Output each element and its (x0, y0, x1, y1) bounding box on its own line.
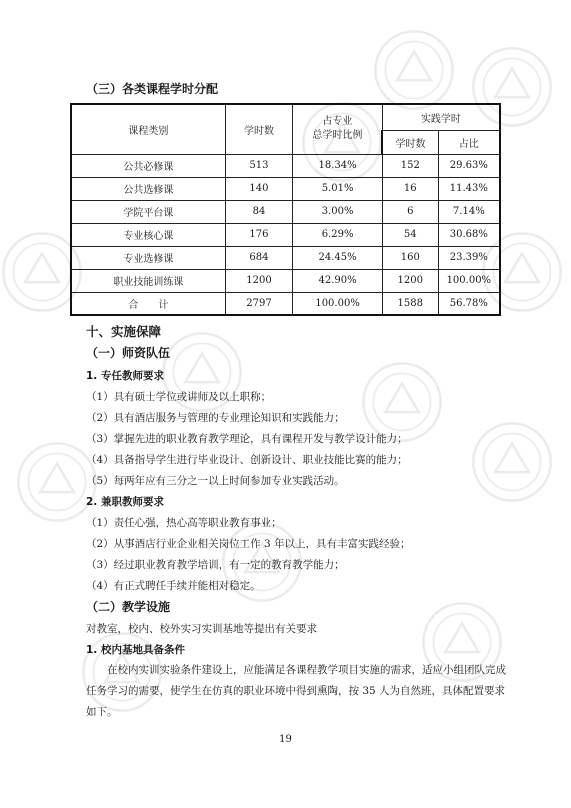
cell-ratio: 3.00% (293, 200, 383, 223)
table-row (71, 177, 500, 200)
cell-practice-hours: 152 (382, 154, 438, 177)
cell-practice-ratio: 56.78% (438, 292, 500, 315)
facilities-intro: 对教室，校内、校外实习实训基地等提出有关要求 (86, 623, 317, 635)
cell-category: 职业技能训练课 (71, 269, 225, 292)
table-row (71, 154, 500, 177)
list-item: （5）每两年应有三分之一以上时间参加专业实践活动。 (86, 475, 345, 487)
cell-ratio: 5.01% (293, 177, 383, 200)
table-row (71, 269, 500, 292)
header-hours: 学时数 (225, 104, 293, 154)
cell-ratio: 6.29% (293, 223, 383, 246)
cell-hours: 140 (225, 177, 293, 200)
cell-category: 公共必修课 (71, 154, 225, 177)
course-hours-table (70, 103, 501, 316)
cell-practice-ratio: 30.68% (438, 223, 500, 246)
parttime-title: 2. 兼职教师要求 (86, 496, 164, 508)
cell-ratio: 18.34% (293, 154, 383, 177)
cell-category: 公共选修课 (71, 177, 225, 200)
table-total-row (71, 292, 500, 315)
cell-practice-hours: 1200 (382, 269, 438, 292)
list-item: （2）从事酒店行业企业相关岗位工作 3 年以上，具有丰富实践经验； (86, 538, 411, 550)
cell-practice-ratio: 23.39% (438, 246, 500, 269)
header-practice-ratio: 占比 (438, 130, 500, 154)
cell-practice-hours: 54 (382, 223, 438, 246)
cell-practice-ratio: 11.43% (438, 177, 500, 200)
header-ratio-line1: 占专业 (322, 116, 353, 128)
cell-practice-hours: 16 (382, 177, 438, 200)
list-item: （4）具备指导学生进行毕业设计、创新设计、职业技能比赛的能力； (86, 454, 408, 466)
header-practice: 实践学时 (382, 104, 500, 130)
page-number: 19 (279, 734, 292, 745)
cell-ratio: 24.45% (293, 246, 383, 269)
cell-hours: 513 (225, 154, 293, 177)
cell-practice-ratio: 29.63% (438, 154, 500, 177)
table-row (71, 246, 500, 269)
fulltime-title: 1. 专任教师要求 (86, 370, 164, 382)
cell-practice-ratio: 100.00% (438, 269, 500, 292)
college-seal-icon (372, 28, 456, 112)
list-item: （1）责任心强，热心高等职业教育事业； (86, 517, 282, 529)
cell-practice-hours: 160 (382, 246, 438, 269)
cell-practice-ratio: 7.14% (438, 200, 500, 223)
header-category: 课程类别 (71, 104, 225, 154)
cell-ratio: 42.90% (293, 269, 383, 292)
major-heading: 十、实施保障 (86, 324, 162, 339)
list-item: （3）掌握先进的职业教育教学理论，具有课程开发与教学设计能力； (86, 433, 408, 445)
cell-category: 专业选修课 (71, 246, 225, 269)
teachers-heading: （一）师资队伍 (86, 346, 171, 360)
table-row (71, 223, 500, 246)
cell-ratio: 100.00% (293, 292, 383, 315)
table-row (71, 200, 500, 223)
cell-category: 合 计 (71, 292, 225, 315)
list-item: （2）具有酒店服务与管理的专业理论知识和实践能力； (86, 412, 345, 424)
cell-hours: 2797 (225, 292, 293, 315)
section-heading: （三）各类课程学时分配 (86, 82, 219, 96)
header-ratio (293, 104, 383, 154)
list-item: （1）具有硕士学位或讲师及以上职称； (86, 391, 272, 403)
cell-practice-hours: 1588 (382, 292, 438, 315)
base-paragraph (86, 660, 506, 723)
cell-category: 学院平台课 (71, 200, 225, 223)
list-item: （3）经过职业教育教学培训，有一定的教育教学能力； (86, 559, 345, 571)
header-ratio-line2: 总学时比例 (312, 130, 363, 142)
cell-practice-hours: 6 (382, 200, 438, 223)
cell-hours: 176 (225, 223, 293, 246)
facilities-heading: （二）教学设施 (86, 600, 171, 614)
cell-hours: 84 (225, 200, 293, 223)
college-seal-icon (470, 420, 554, 504)
header-practice-hours: 学时数 (382, 130, 438, 154)
cell-hours: 684 (225, 246, 293, 269)
base-text: 在校内实训实验条件建设上，应能满足各课程教学项目实施的需求，适应小组团队完成任务学习的需要，使学生在仿真的职业环境中得到熏陶，按 35 人为自然班，具体配置要求如下。 (86, 664, 506, 718)
cell-category: 专业核心课 (71, 223, 225, 246)
list-item: （4）有正式聘任手续并能相对稳定。 (86, 580, 261, 592)
cell-hours: 1200 (225, 269, 293, 292)
base-title: 1. 校内基地具备条件 (86, 644, 185, 656)
